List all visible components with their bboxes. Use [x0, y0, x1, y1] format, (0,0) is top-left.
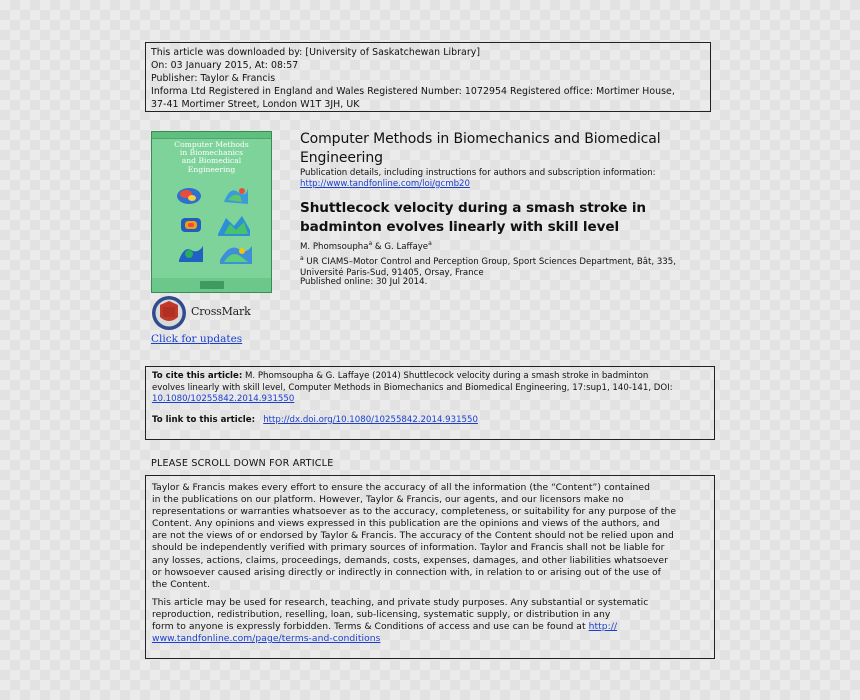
journal-cover-image	[151, 131, 272, 293]
click-for-updates-link[interactable]: Click for updates	[151, 333, 243, 345]
crossmark-icon	[151, 295, 187, 331]
published-online: Published online: 30 Jul 2014.	[300, 277, 428, 287]
terms-line: reproduction, redistribution, reselling, loan, sub-licensing, systematic supply, or distribution in any	[152, 608, 611, 620]
crossmark-badge[interactable]	[151, 295, 261, 333]
terms-paragraph-1	[152, 482, 714, 591]
journal-title: Computer Methods in Biomechanics and Biomedical Engineering	[300, 131, 661, 166]
terms-text: form to anyone is expressly forbidden. Terms & Conditions of access and use can be found at	[152, 621, 589, 633]
article-link[interactable]: http://dx.doi.org/10.1080/10255842.2014.931550	[263, 414, 478, 425]
affiliation-text: UR CIAMS–Motor Control and Perception Group, Sport Sciences Department, Bât, 335,	[306, 256, 676, 267]
terms-line: Taylor & Francis makes every effort to ensure the accuracy of all the information (the “Content”) contained	[152, 482, 650, 493]
terms-line: This article may be used for research, teaching, and private study purposes. Any substantial or systematic	[152, 596, 649, 608]
terms-line: any losses, actions, claims, proceedings, demands, costs, expenses, damages, and other liabilities whatsoever	[152, 554, 668, 566]
terms-line	[152, 621, 714, 633]
cover-figure-5	[176, 242, 206, 264]
cover-figure-3	[178, 214, 204, 236]
terms-link[interactable]: www.tandfonline.com/page/terms-and-conditions	[152, 633, 381, 645]
download-info-box	[145, 42, 711, 112]
download-info-line: On: 03 January 2015, At: 08:57	[151, 60, 299, 71]
terms-line: in the publications on our platform. However, Taylor & Francis, our agents, and our licensors make no	[152, 494, 624, 506]
affiliation	[300, 253, 710, 280]
cover-figure-4	[216, 212, 252, 238]
link-line	[152, 415, 714, 427]
cover-figure-1	[174, 184, 204, 206]
cite-label: To cite this article:	[152, 371, 243, 381]
terms-line: or howsoever caused arising directly or indirectly in connection with, in relation to or arising out of the use of	[152, 566, 661, 578]
download-info-line: This article was downloaded by: [University of Saskatchewan Library]	[151, 47, 481, 58]
crossmark-label: CrossMark	[191, 305, 251, 318]
citation-line	[152, 394, 714, 406]
cover-title-line: Computer Methods	[174, 140, 249, 149]
cover-top-bar	[152, 132, 271, 139]
affiliation-line	[300, 253, 710, 268]
citation-line	[152, 371, 714, 383]
citation-line: evolves linearly with skill level, Computer Methods in Biomechanics and Biomedical Engineering, 17:sup1, 140-141, DOI:	[152, 382, 673, 393]
terms-link[interactable]: http://	[588, 621, 618, 633]
terms-box	[145, 475, 715, 659]
authors	[300, 238, 432, 253]
cover-figure-2	[220, 182, 252, 208]
terms-paragraph-2	[152, 597, 714, 645]
journal-link[interactable]: http://www.tandfonline.com/loi/gcmb20	[300, 179, 470, 189]
terms-line: should be independently verified with primary sources of information. Taylor and Francis shall not be liable for	[152, 542, 665, 554]
affiliation-marker: a	[300, 255, 304, 262]
cover-title-line: and Biomedical	[181, 156, 242, 166]
cover-figure-6	[218, 240, 254, 266]
terms-line: Content. Any opinions and views expressed in this publication are the opinions and views of the authors, and	[152, 518, 660, 530]
affiliation-line: Université Paris-Sud, 91405, Orsay, France	[300, 268, 484, 279]
cover-title-line: in Biomechanics	[179, 148, 244, 158]
cover-title	[156, 141, 267, 174]
cover-footer	[152, 278, 271, 292]
terms-line: the Content.	[152, 578, 211, 590]
citation-box	[145, 366, 715, 440]
scroll-notice: PLEASE SCROLL DOWN FOR ARTICLE	[151, 458, 334, 469]
author-affiliation-marker: a	[368, 240, 373, 247]
download-info-line: Publisher: Taylor & Francis	[151, 73, 276, 84]
publication-details-text: Publication details, including instructions for authors and subscription information:	[300, 168, 656, 178]
author-name: G. Laffaye	[384, 241, 429, 252]
download-info-line: 37-41 Mortimer Street, London W1T 3JH, UK	[151, 99, 360, 110]
article-title: Shuttlecock velocity during a smash stroke in badminton evolves linearly with skill level	[300, 200, 646, 235]
cite-text: M. Phomsoupha & G. Laffaye (2014) Shuttlecock velocity during a smash stroke in badminton	[245, 371, 649, 381]
terms-line: are not the views of or endorsed by Taylor & Francis. The accuracy of the Content should not be relied upon and	[152, 530, 674, 542]
terms-line: representations or warranties whatsoever as to the accuracy, completeness, or suitability for any purpose of the	[152, 506, 677, 518]
author-name: M. Phomsoupha	[300, 241, 369, 252]
terms-line	[152, 633, 714, 645]
doi-link[interactable]: 10.1080/10255842.2014.931550	[152, 394, 295, 404]
link-label: To link to this article:	[152, 414, 256, 425]
author-affiliation-marker: a	[428, 240, 432, 247]
publisher-logo	[200, 281, 224, 289]
author-separator: &	[372, 241, 385, 252]
download-info-line: Informa Ltd Registered in England and Wales Registered Number: 1072954 Registered office: Mortimer House,	[151, 86, 675, 97]
cover-title-line: Engineering	[187, 164, 236, 174]
